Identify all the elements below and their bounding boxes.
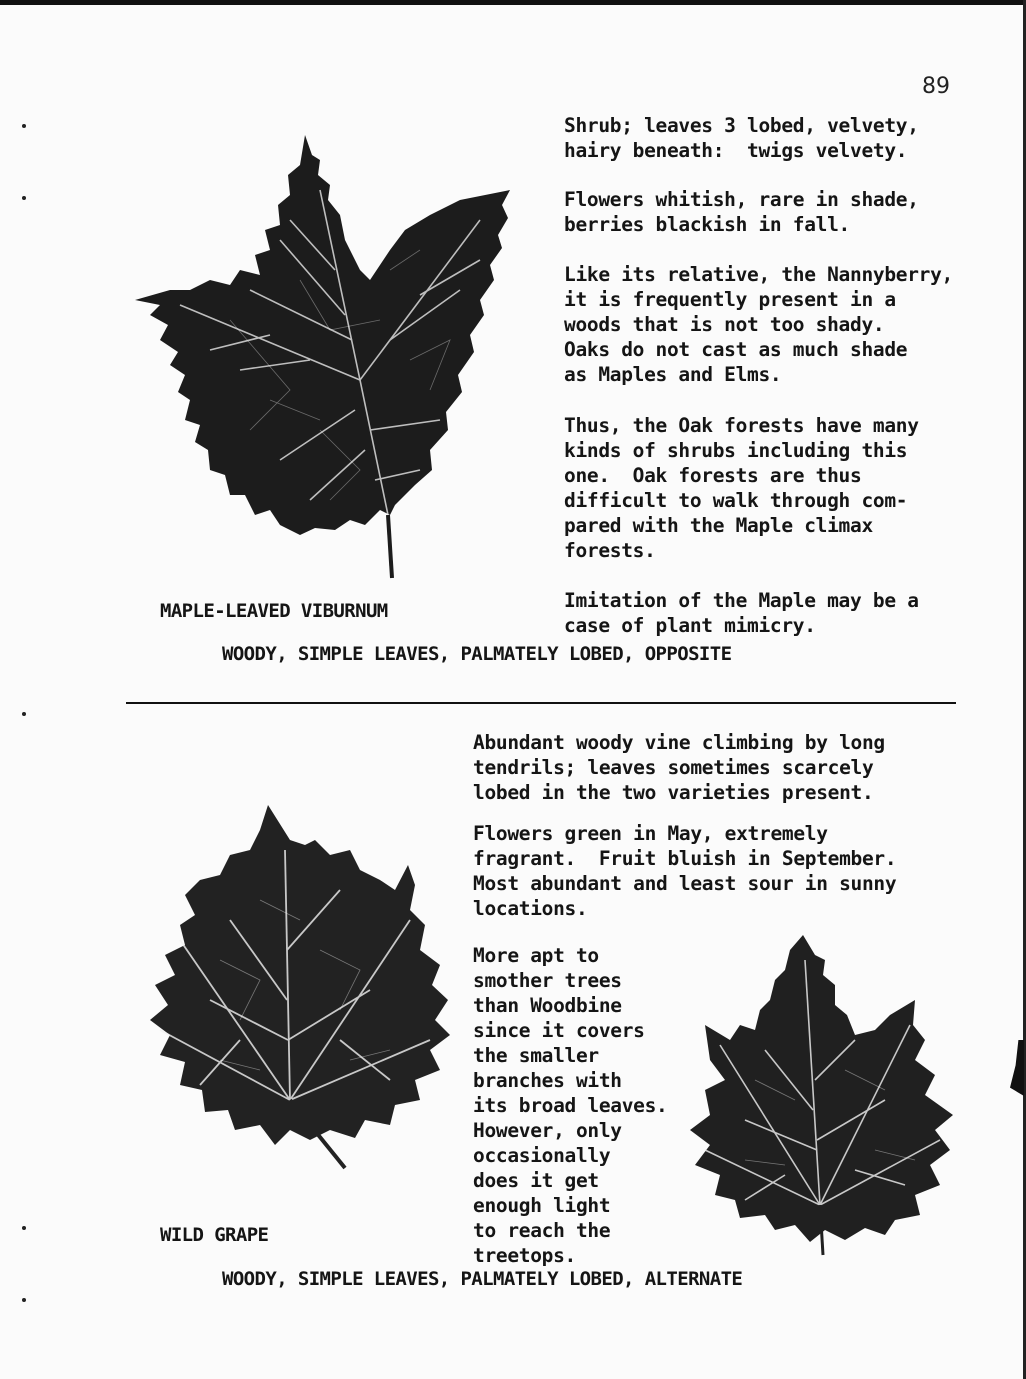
binder-hole-mark xyxy=(22,712,26,716)
wild-grape-classification: WOODY, SIMPLE LEAVES, PALMATELY LOBED, ALTERNATE xyxy=(222,1268,743,1290)
binder-hole-mark xyxy=(22,196,26,200)
maple-leaved-viburnum-leaf-image xyxy=(130,130,530,590)
viburnum-plant-name: MAPLE-LEAVED VIBURNUM xyxy=(160,600,388,622)
viburnum-description-4: Thus, the Oak forests have many kinds of shrubs including this one. Oak forests are thus difficult to walk through com- pared with the Maple climax forests. xyxy=(564,414,919,562)
wild-grape-leaf-image-1 xyxy=(140,800,460,1180)
wild-grape-plant-name: WILD GRAPE xyxy=(160,1224,269,1246)
binder-hole-mark xyxy=(22,124,26,128)
wild-grape-description-1: Abundant woody vine climbing by long tendrils; leaves sometimes scarcely lobed in the two varieties present. xyxy=(473,731,885,804)
wild-grape-description-2: Flowers green in May, extremely fragrant. Fruit bluish in September. Most abundant and least sour in sunny locations. xyxy=(473,822,897,920)
section-divider xyxy=(126,702,956,704)
edge-blot xyxy=(1010,1040,1024,1096)
viburnum-description-1: Shrub; leaves 3 lobed, velvety, hairy beneath: twigs velvety. xyxy=(564,114,919,162)
wild-grape-description-3: More apt to smother trees than Woodbine since it covers the smaller branches with its broad leaves. However, only occasionally does it get enough light to reach the treetops. xyxy=(473,944,668,1267)
page-number: 89 xyxy=(922,74,950,99)
page-top-edge xyxy=(0,0,1026,5)
viburnum-classification: WOODY, SIMPLE LEAVES, PALMATELY LOBED, OPPOSITE xyxy=(222,643,732,665)
binder-hole-mark xyxy=(22,1226,26,1230)
binder-hole-mark xyxy=(22,1298,26,1302)
viburnum-description-2: Flowers whitish, rare in shade, berries blackish in fall. xyxy=(564,188,919,236)
viburnum-description-3: Like its relative, the Nannyberry, it is frequently present in a woods that is not too shady. Oaks do not cast as much shade as Maples and Elms. xyxy=(564,263,953,386)
viburnum-description-5: Imitation of the Maple may be a case of plant mimicry. xyxy=(564,589,919,637)
wild-grape-leaf-image-2 xyxy=(685,930,965,1260)
